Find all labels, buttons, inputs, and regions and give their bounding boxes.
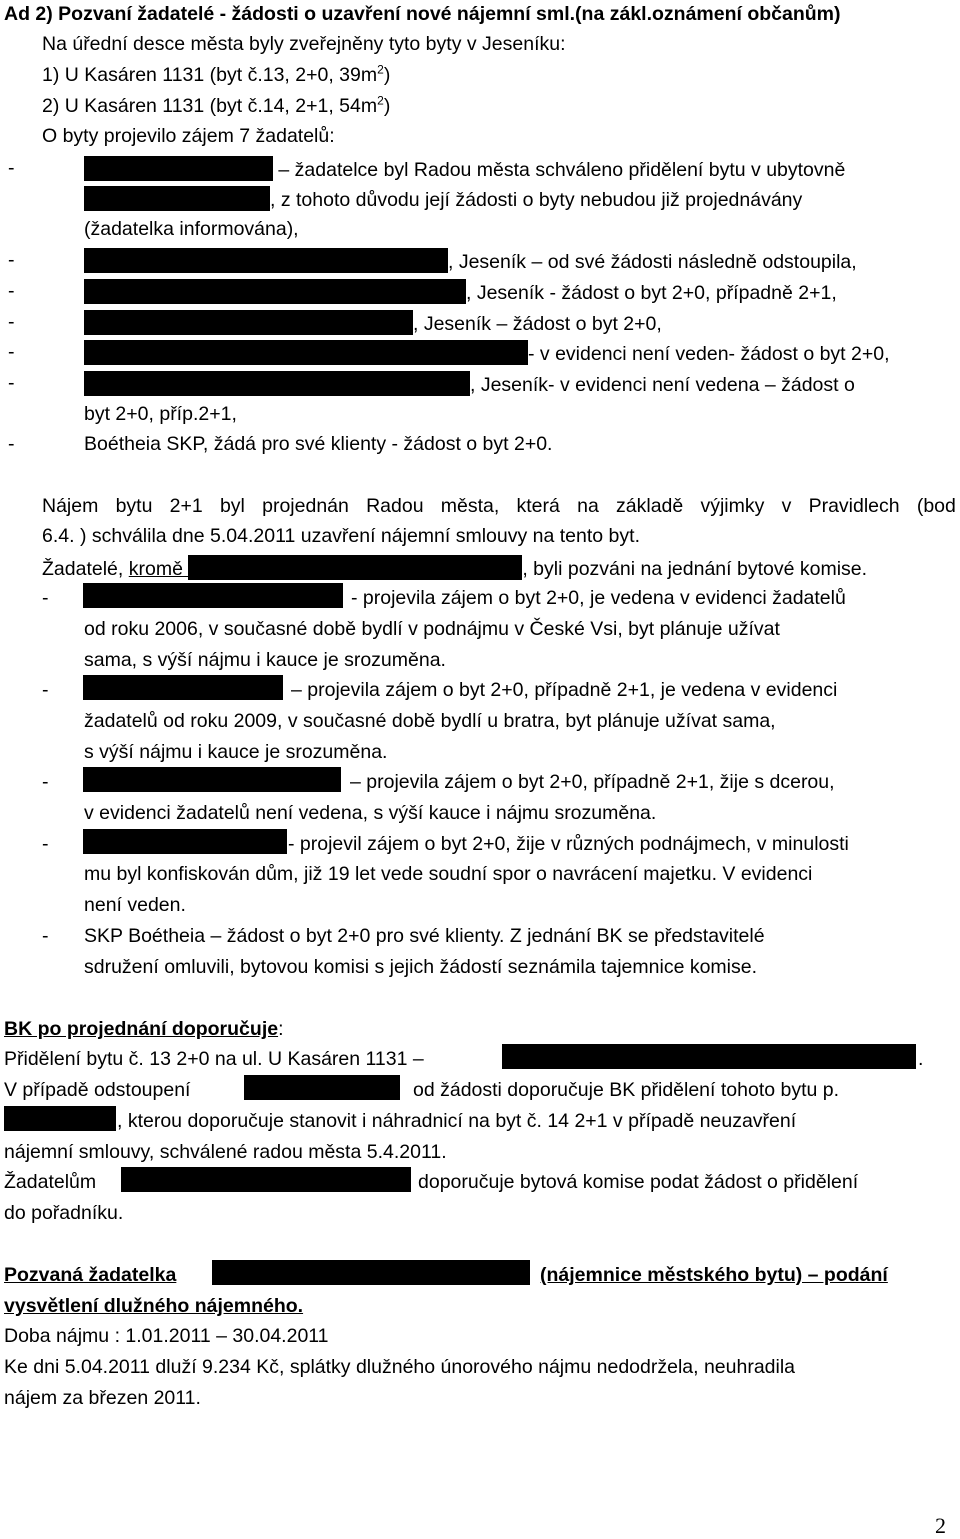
list-dash: - — [8, 372, 15, 394]
applicant-5: - v evidenci není veden- žádost o byt 2+0, — [84, 340, 890, 366]
redaction-bar — [244, 1075, 400, 1100]
bk-withdraw-a: V případě odstoupení — [4, 1079, 191, 1101]
redaction-bar — [84, 310, 413, 335]
bk-queue-a: Žadatelům — [4, 1171, 97, 1193]
applicant-6-cont: byt 2+0, příp.2+1, — [84, 403, 237, 425]
invited-applicants: Žadatelé, kromě , byli pozváni na jednání bytové komise. — [42, 555, 867, 581]
bk-withdraw-l3: nájemní smlouvy, schválené radou města 5.4.2011. — [4, 1141, 447, 1163]
applicant-4: , Jeseník – žádost o byt 2+0, — [84, 310, 662, 336]
list-dash: - — [8, 311, 15, 333]
bk-assign: Přidělení bytu č. 13 2+0 na ul. U Kasáren 1131 – — [4, 1048, 424, 1070]
redaction-bar — [84, 156, 273, 181]
bk-withdraw-b: od žádosti doporučuje BK přidělení tohoto bytu p. — [413, 1079, 840, 1101]
section-heading: Ad 2) Pozvaní žadatelé - žádosti o uzavření nové nájemní sml.(na zákl.oznámení občanům) — [4, 3, 841, 25]
redaction-bar — [84, 340, 528, 365]
applicant-1-cont: , z tohoto důvodu její žádosti o byty nebudou již projednávány — [84, 186, 802, 212]
detail-2-l1: – projevila zájem o byt 2+0, případně 2+1, je vedena v evidenci — [291, 679, 838, 701]
detail-4-l1: - projevil zájem o byt 2+0, žije v různých podnájmech, v minulosti — [288, 833, 849, 855]
applicant-7: Boétheia SKP, žádá pro své klienty - žádost o byt 2+0. — [84, 433, 553, 455]
list-dash: - — [8, 249, 15, 271]
applicant-1-note: (žadatelka informována), — [84, 218, 299, 240]
list-dash: - — [8, 433, 15, 455]
redaction-bar — [84, 248, 448, 273]
flat-2: 2) U Kasáren 1131 (byt č.14, 2+1, $54m^2$) — [42, 93, 391, 117]
invited-title-l2: vysvětlení dlužného nájemného. — [4, 1295, 304, 1317]
bk-assign-end: . — [918, 1048, 924, 1070]
bk-withdraw-l2: , kterou doporučuje stanovit i náhradnicí na byt č. 14 2+1 v případě neuzavření — [117, 1110, 797, 1132]
invited-title: (nájemnice městského bytu) – podání — [540, 1264, 888, 1286]
list-dash: - — [8, 157, 15, 179]
flat-1: 1) U Kasáren 1131 (byt č.13, 2+0, $39m^2$) — [42, 62, 391, 86]
bk-queue-b: doporučuje bytová komise podat žádost o přidělení — [418, 1171, 859, 1193]
detail-2-l2: žadatelů od roku 2009, v současné době bydlí u bratra, byt plánuje užívat sama, — [84, 710, 776, 732]
redaction-bar — [212, 1260, 530, 1285]
applicant-3: , Jeseník - žádost o byt 2+0, případně 2+1, — [84, 279, 837, 305]
detail-1-l2: od roku 2006, v současné době bydlí v podnájmu v České Vsi, byt plánuje užívat — [84, 618, 780, 640]
list-dash: - — [42, 679, 49, 701]
applicant-1: – žadatelce byl Radou města schváleno přidělení bytu v ubytovně — [84, 156, 845, 182]
debt-line-1: Ke dni 5.04.2011 dluží 9.234 Kč, splátky dlužného únorového nájmu nedodržela, neuhradila — [4, 1356, 796, 1378]
detail-2-l3: s výší nájmu i kauce je srozuměna. — [84, 741, 388, 763]
lease-period: Doba nájmu : 1.01.2011 – 30.04.2011 — [4, 1325, 329, 1347]
redaction-bar — [188, 555, 522, 580]
detail-5-l2: sdružení omluvili, bytovou komisi s jejich žádostí seznámila tajemnice komise. — [84, 956, 758, 978]
list-dash: - — [42, 587, 49, 609]
redaction-bar — [4, 1106, 116, 1131]
applicant-2: , Jeseník – od své žádosti následně odstoupila, — [84, 248, 857, 274]
invited-label: Pozvaná žadatelka — [4, 1264, 177, 1286]
list-dash: - — [42, 771, 49, 793]
page-number: 2 — [935, 1513, 946, 1538]
detail-3-l1: – projevila zájem o byt 2+0, případně 2+1, žije s dcerou, — [350, 771, 835, 793]
applicant-6: , Jeseník- v evidenci není vedena – žádost o — [84, 371, 855, 397]
bk-queue-l2: do pořadníku. — [4, 1202, 124, 1224]
redaction-bar — [83, 767, 341, 792]
list-dash: - — [8, 341, 15, 363]
redaction-bar — [502, 1044, 916, 1069]
detail-4-l2: mu byl konfiskován dům, již 19 let vede soudní spor o navrácení majetku. V evidenci — [84, 863, 813, 885]
list-dash: - — [8, 280, 15, 302]
detail-4-l3: není veden. — [84, 894, 186, 916]
detail-1-l3: sama, s výší nájmu i kauce je srozuměna. — [84, 649, 446, 671]
interest-line: O byty projevilo zájem 7 žadatelů: — [42, 125, 335, 147]
detail-1-l1: - projevila zájem o byt 2+0, je vedena v evidenci žadatelů — [351, 587, 846, 609]
debt-line-2: nájem za březen 2011. — [4, 1387, 201, 1409]
redaction-bar — [84, 186, 270, 211]
redaction-bar — [83, 829, 287, 854]
redaction-bar — [83, 675, 283, 700]
detail-3-l2: v evidenci žadatelů není vedena, s výší kauce i nájmu srozuměna. — [84, 802, 657, 824]
redaction-bar — [83, 583, 343, 608]
list-dash: - — [42, 925, 49, 947]
rada-line-1: Nájem bytu 2+1 byl projednán Radou města, která na základě výjimky v Pravidlech (bod — [42, 495, 956, 517]
redaction-bar — [121, 1167, 411, 1192]
bk-title: BK po projednání doporučuje: — [4, 1018, 284, 1040]
detail-5-l1: SKP Boétheia – žádost o byt 2+0 pro své klienty. Z jednání BK se představitelé — [84, 925, 765, 947]
redaction-bar — [84, 279, 466, 304]
redaction-bar — [84, 371, 470, 396]
rada-line-2: 6.4. ) schválila dne 5.04.2011 uzavření nájemní smlouvy na tento byt. — [42, 525, 640, 547]
intro-line: Na úřední desce města byly zveřejněny tyto byty v Jeseníku: — [42, 33, 566, 55]
list-dash: - — [42, 833, 49, 855]
